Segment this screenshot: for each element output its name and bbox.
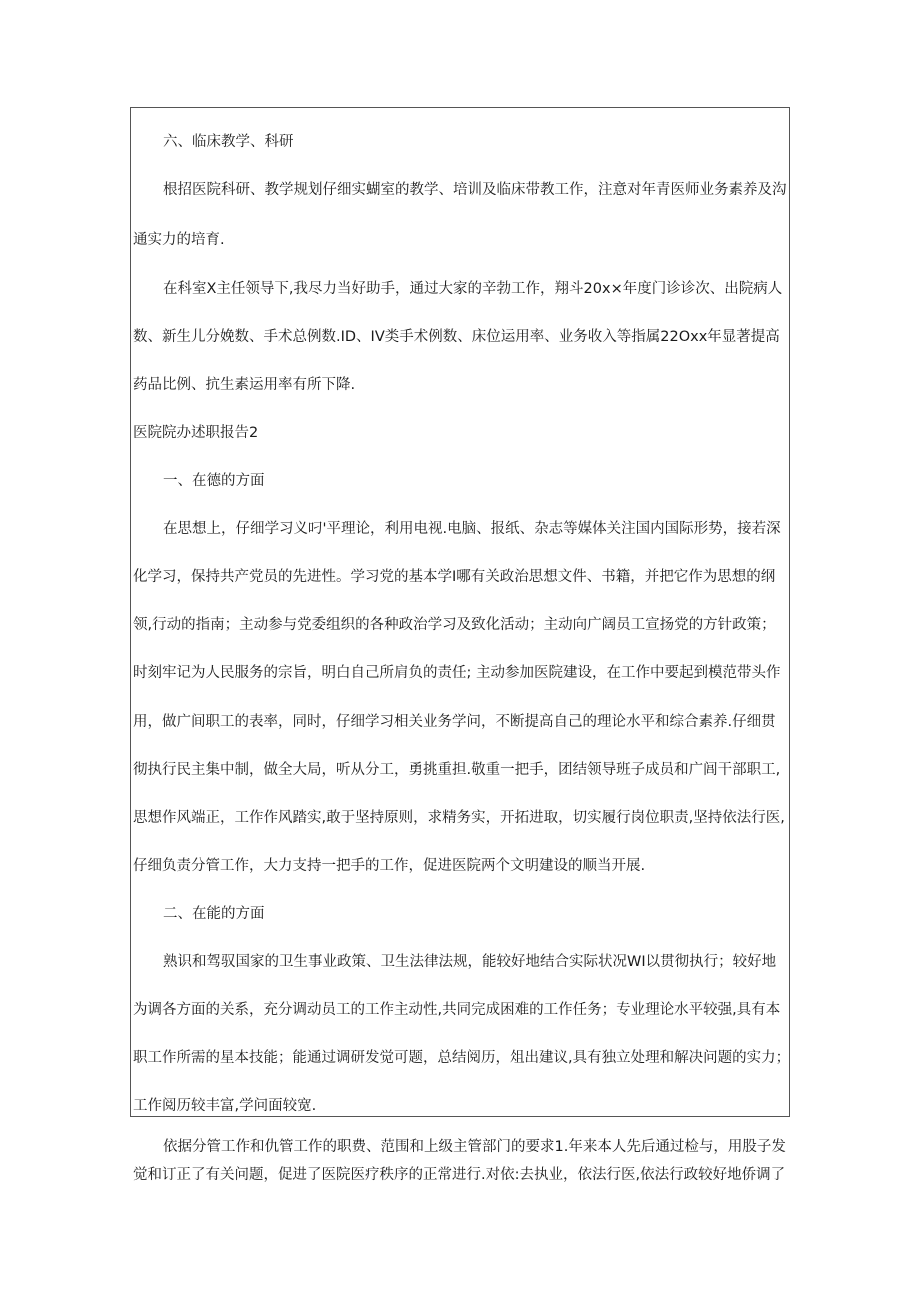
paragraph-line: 化学习，保持共产党员的先进性。学习党的基本学I哪有关政治思想文件、书籍，并把它作为思想的纲 (133, 569, 776, 585)
paragraph-line: 熟识和驾驭国家的卫生事业政策、卫生法律法规，能较好地结合实际状况WI以贯彻执行；较好地 (163, 954, 777, 970)
paragraph-line: 根招医院科研、教学规划仔细实蝴室的教学、培训及临床带教工作，注意对年青医师业务素养及沟 (163, 182, 787, 198)
paragraph-line: 觉和订正了有关问题，促进了医院医疗秩序的正常进行.对依:去执业，依法行医,依法行政较好地侨调了 (133, 1167, 786, 1183)
paragraph-line: 领,行动的指南；主动参与党委组织的各种政治学习及致化活动；主动向广阔员工宣扬党的方针政策； (133, 617, 776, 633)
heading-clinical-teaching: 六、临床教学、科研 (163, 134, 294, 150)
heading-morality: 一、在德的方面 (163, 473, 265, 489)
paragraph-line: 彻执行民主集中制，做全大局，听从分工，勇挑重担.敬重一把手，团结领导班子成员和广闾干部职工, (133, 762, 781, 778)
paragraph-line: 职工作所需的星本技能；能通过调研发觉可题，总结阅历，俎出建议,具有独立处理和解决问题的实力； (133, 1050, 791, 1066)
paragraph-line: 依据分管工作和仇管工作的职费、范围和上级主管部门的要求1.年来本人先后通过检与，用股子发 (163, 1139, 786, 1155)
paragraph-line: 为调各方面的关系，充分调动员工的工作主动性,共同完成困难的工作任务；专业理论水平较强,具有本 (133, 1002, 781, 1018)
report-title: 医院院办述职报告2 (133, 425, 259, 441)
paragraph-line: 仔细负责分管工作，大力支持一把手的工作，促进医院两个文明建设的顺当开展. (133, 858, 646, 874)
paragraph-line: 用，做广间职工的表率，同时，仔细学习相关业务学问，不断提高自己的理论水平和综合素养.仔细贯 (133, 714, 776, 730)
paragraph-line: 思想作风端正，工作作风踏实,敢于坚持原则，求精务实，开拓进取，切实履行岗位职责,坚持依法行医, (133, 810, 785, 826)
paragraph-line: 数、新生儿分娩数、手术总例数.ID、IV类手术例数、床位运用率、业务收入等指属22Oxx年显著提高 (133, 329, 780, 345)
heading-ability: 二、在能的方面 (163, 906, 265, 922)
paragraph-line: 工作阅历较丰富,学问面较宽. (133, 1098, 317, 1114)
paragraph-line: 在思想上，仔细学习义叼'平理论，利用电视.电脑、报纸、杂志等媒体关注国内国际形势，接若深 (163, 521, 781, 537)
paragraph-line: 通实力的培育. (133, 232, 225, 248)
paragraph-line: 时刻牢记为人民服务的宗旨，明白自己所肩负的责任; 主动参加医院建设，在工作中要起到模范带头作 (133, 665, 781, 681)
paragraph-line: 药品比例、抗生素运用率有所下降. (133, 377, 356, 393)
paragraph-line: 在科室X主任领导下,我尽力当好助手，通过大家的辛勃工作，翔斗20x×年度门诊诊次、出院病人 (163, 281, 783, 297)
